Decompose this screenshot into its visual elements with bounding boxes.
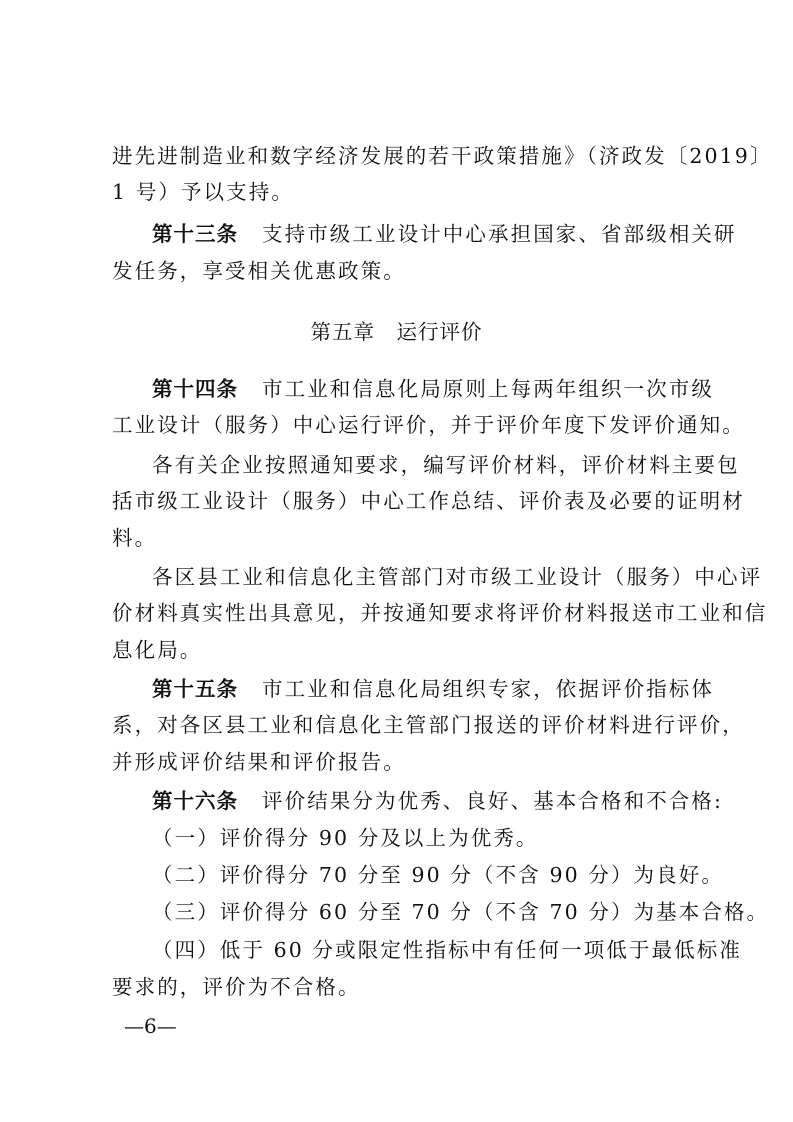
text-line: 并形成评价结果和评价报告。 (112, 750, 406, 774)
text-line: 系，对各区县工业和信息化主管部门报送的评价材料进行评价， (112, 713, 745, 737)
article-text: 支持市级工业设计中心承担国家、省部级相关研 (262, 222, 737, 246)
article-text: 评价结果分为优秀、良好、基本合格和不合格: (262, 789, 724, 813)
article-label: 第十三条 (152, 222, 238, 246)
article-15-line (152, 675, 714, 703)
text-line: 进先进制造业和数字经济发展的若干政策措施》（济政发〔2019〕 (112, 144, 773, 168)
text-line: 工业设计（服务）中心运行评价，并于评价年度下发评价通知。 (112, 413, 745, 437)
list-item: （二）评价得分 70 分至 90 分（不含 90 分）为良好。 (152, 863, 724, 887)
article-label: 第十五条 (152, 677, 238, 701)
text-line: 料。 (112, 526, 158, 550)
list-item: （四）低于 60 分或限定性指标中有任何一项低于最低标准 (152, 938, 742, 962)
list-item: （一）评价得分 90 分及以上为优秀。 (152, 826, 539, 850)
text-line: 括市级工业设计（服务）中心工作总结、评价表及必要的证明材 (112, 489, 745, 513)
text-line: 要求的，评价为不合格。 (112, 975, 361, 999)
page-number: —6— (124, 1014, 177, 1038)
chapter-heading: 第五章 运行评价 (310, 320, 483, 344)
article-text: 市工业和信息化局组织专家，依据评价指标体 (262, 677, 714, 701)
article-label: 第十六条 (152, 789, 238, 813)
text-line: 息化局。 (112, 638, 203, 662)
article-13-line (152, 220, 737, 248)
article-16-line (152, 787, 724, 815)
text-line: 发任务，享受相关优惠政策。 (112, 259, 406, 283)
text-line: 各有关企业按照通知要求，编写评价材料，评价材料主要包 (152, 453, 740, 477)
text-line: 各区县工业和信息化主管部门对市级工业设计（服务）中心评 (152, 565, 763, 589)
article-label: 第十四条 (152, 377, 238, 401)
text-line: 1 号）予以支持。 (112, 180, 294, 204)
article-14-line (152, 375, 714, 403)
text-line: 价材料真实性出具意见，并按通知要求将评价材料报送市工业和信 (112, 601, 768, 625)
article-text: 市工业和信息化局原则上每两年组织一次市级 (262, 377, 714, 401)
list-item: （三）评价得分 60 分至 70 分（不含 70 分）为基本合格。 (152, 900, 770, 924)
